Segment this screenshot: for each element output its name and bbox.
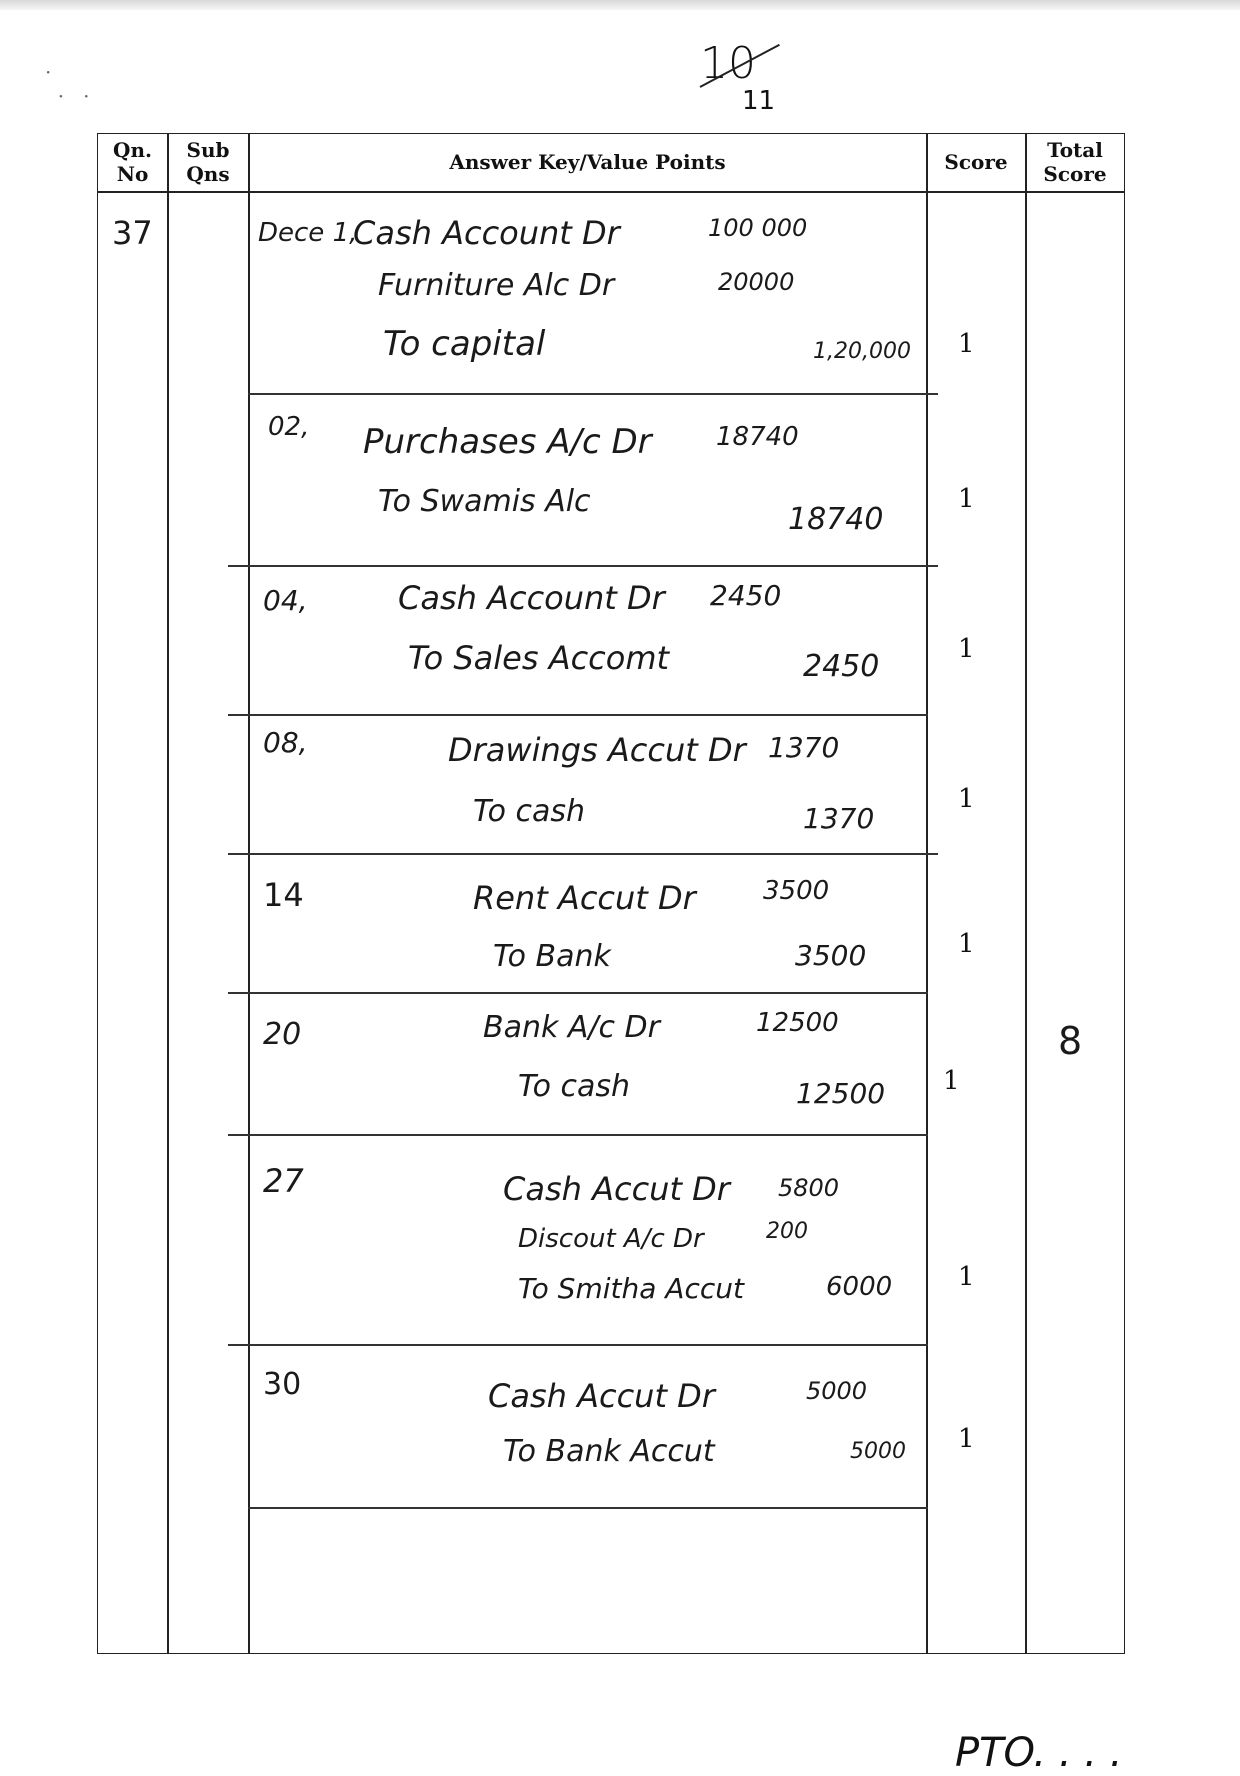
entry-date: 27 <box>263 1162 304 1200</box>
entry-date: 02, <box>268 412 310 442</box>
entry-line-amount: 1,20,000 <box>813 339 911 364</box>
col-rule <box>1025 134 1027 1653</box>
entry-divider <box>248 393 938 395</box>
entry-divider <box>228 992 928 994</box>
entry-score: 1 <box>958 784 975 814</box>
entry-line-amount: 18740 <box>716 422 799 452</box>
entry-line-text: Cash Account Dr <box>398 579 665 617</box>
col-rule <box>167 134 169 1653</box>
entry-score: 1 <box>958 1262 975 1292</box>
entry-line-text: Bank A/c Dr <box>483 1010 660 1045</box>
header-answer: Answer Key/Value Points <box>449 150 726 174</box>
col-rule <box>248 134 250 1653</box>
entry-line-text: Furniture Alc Dr <box>378 268 615 303</box>
header-qn-no: Qn. No <box>113 138 152 186</box>
entry-score: 1 <box>958 634 975 664</box>
entry-date: 04, <box>263 584 308 617</box>
col-rule <box>926 134 928 1653</box>
pto-note: PTO. . . . <box>955 1730 1123 1776</box>
entry-line-amount: 3500 <box>795 939 867 972</box>
entry-line-text: To Swamis Alc <box>378 484 591 519</box>
entry-line-amount: 2450 <box>803 649 880 684</box>
entry-date: Dece 1, <box>258 218 358 248</box>
entry-line-amount: 1370 <box>803 802 875 835</box>
entry-line-amount: 5000 <box>850 1439 906 1464</box>
header-rule <box>98 191 1124 193</box>
entry-line-amount: 20000 <box>718 268 795 296</box>
entry-score: 1 <box>958 484 975 514</box>
entry-line-text: To Bank <box>493 939 611 974</box>
entry-score: 1 <box>958 329 975 359</box>
entry-line-amount: 5800 <box>778 1174 840 1202</box>
entry-line-text: To cash <box>473 794 586 829</box>
entry-date: 14 <box>263 876 304 914</box>
header-sub-qns: Sub Qns <box>186 138 230 186</box>
entry-line-text: Purchases A/c Dr <box>363 422 652 462</box>
entry-divider <box>228 565 938 567</box>
entry-line-amount: 18740 <box>788 502 884 537</box>
page-mark-denominator: 11 <box>742 86 776 116</box>
entry-line-amount: 6000 <box>826 1272 893 1302</box>
entry-date: 30 <box>263 1367 302 1402</box>
header-score: Score <box>944 150 1008 174</box>
entry-divider <box>228 714 928 716</box>
entry-score: 1 <box>958 1424 975 1454</box>
scan-specks: · · · <box>45 60 90 108</box>
entry-line-text: Cash Accut Dr <box>503 1170 730 1208</box>
total-score-value: 8 <box>1058 1019 1083 1063</box>
entry-line-text: Cash Account Dr <box>353 214 620 252</box>
header-total-score: Total Score <box>1043 138 1107 186</box>
entry-line-text: Discout A/c Dr <box>518 1224 704 1254</box>
entry-line-text: Drawings Accut Dr <box>448 731 746 769</box>
entry-score: 1 <box>958 929 975 959</box>
entry-line-amount: 3500 <box>763 876 830 906</box>
entry-divider <box>228 853 938 855</box>
entry-divider <box>228 1134 928 1136</box>
scan-edge <box>0 0 1240 10</box>
entry-line-text: Cash Accut Dr <box>488 1377 715 1415</box>
entry-divider <box>248 1507 928 1509</box>
entry-line-text: To Smitha Accut <box>518 1272 744 1305</box>
page-mark <box>700 38 800 118</box>
entry-line-text: To Sales Accomt <box>408 639 670 677</box>
entry-line-text: To cash <box>518 1069 631 1104</box>
entry-line-amount: 1370 <box>768 731 840 764</box>
entry-line-text: To Bank Accut <box>503 1434 715 1469</box>
page-mark-numerator: 10 <box>700 38 756 89</box>
entry-line-amount: 2450 <box>710 579 782 612</box>
entry-line-amount: 100 000 <box>708 214 808 242</box>
entry-line-amount: 200 <box>766 1219 808 1244</box>
entry-line-amount: 5000 <box>806 1377 868 1405</box>
entry-divider <box>228 1344 928 1346</box>
entry-line-amount: 12500 <box>756 1008 839 1038</box>
answer-key-table <box>97 133 1125 1654</box>
entry-line-amount: 12500 <box>796 1077 886 1110</box>
entry-score: 1 <box>943 1066 960 1096</box>
entry-date: 08, <box>263 726 308 759</box>
entry-date: 20 <box>263 1017 302 1052</box>
entry-line-text: To capital <box>383 324 546 364</box>
entry-line-text: Rent Accut Dr <box>473 879 696 917</box>
question-number: 37 <box>112 214 153 252</box>
